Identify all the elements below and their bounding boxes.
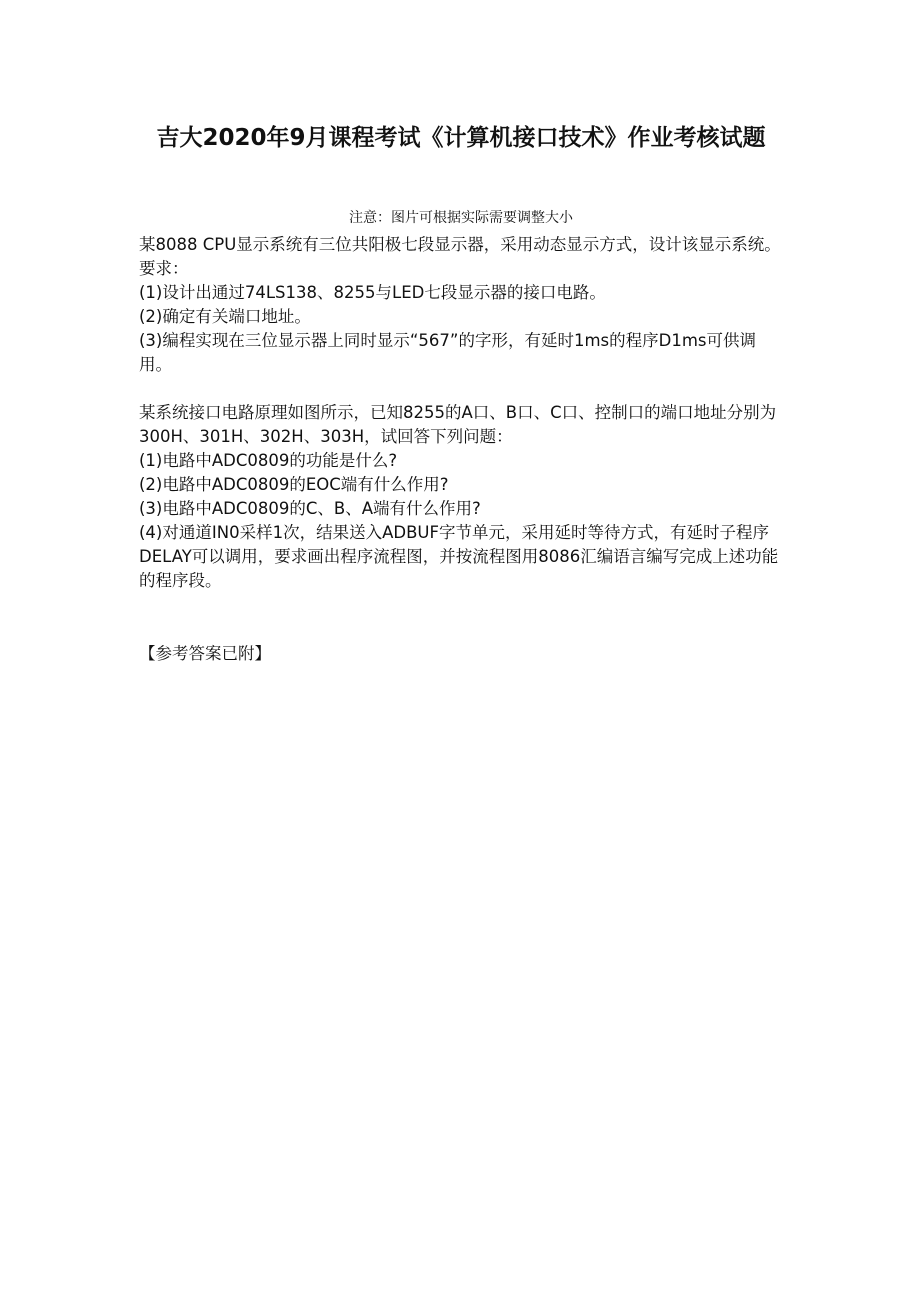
question-1-item: (2)确定有关端口地址。 (139, 307, 311, 326)
question-2-item: (1)电路中ADC0809的功能是什么? (139, 451, 398, 470)
question-2-item: (4)对通道IN0采样1次，结果送入ADBUF字节单元，采用延时等待方式，有延时子程序DELAY可以调用，要求画出程序流程图，并按流程图用8086汇编语言编写完成上述功能的程序段。 (139, 523, 779, 590)
question-2-item: (2)电路中ADC0809的EOC端有什么作用? (139, 475, 449, 494)
answer-note: 【参考答案已附】 (139, 644, 271, 663)
question-2-item: (3)电路中ADC0809的C、B、A端有什么作用? (139, 499, 481, 518)
question-1 (139, 233, 783, 377)
question-1-item: (1)设计出通过74LS138、8255与LED七段显示器的接口电路。 (139, 283, 606, 302)
question-1-intro: 某8088 CPU显示系统有三位共阳极七段显示器，采用动态显示方式，设计该显示系统。要求： (139, 235, 781, 278)
document-title: 吉大2020年9月课程考试《计算机接口技术》作业考核试题 (156, 125, 766, 151)
image-note: 注意：图片可根据实际需要调整大小 (349, 210, 573, 226)
question-1-item: (3)编程实现在三位显示器上同时显示“567”的字形，有延时1ms的程序D1ms可供调用。 (139, 331, 757, 374)
question-2-intro: 某系统接口电路原理如图所示，已知8255的A口、B口、C口、控制口的端口地址分别为300H、301H、302H、303H，试回答下列问题： (139, 403, 777, 446)
question-2 (139, 401, 783, 593)
